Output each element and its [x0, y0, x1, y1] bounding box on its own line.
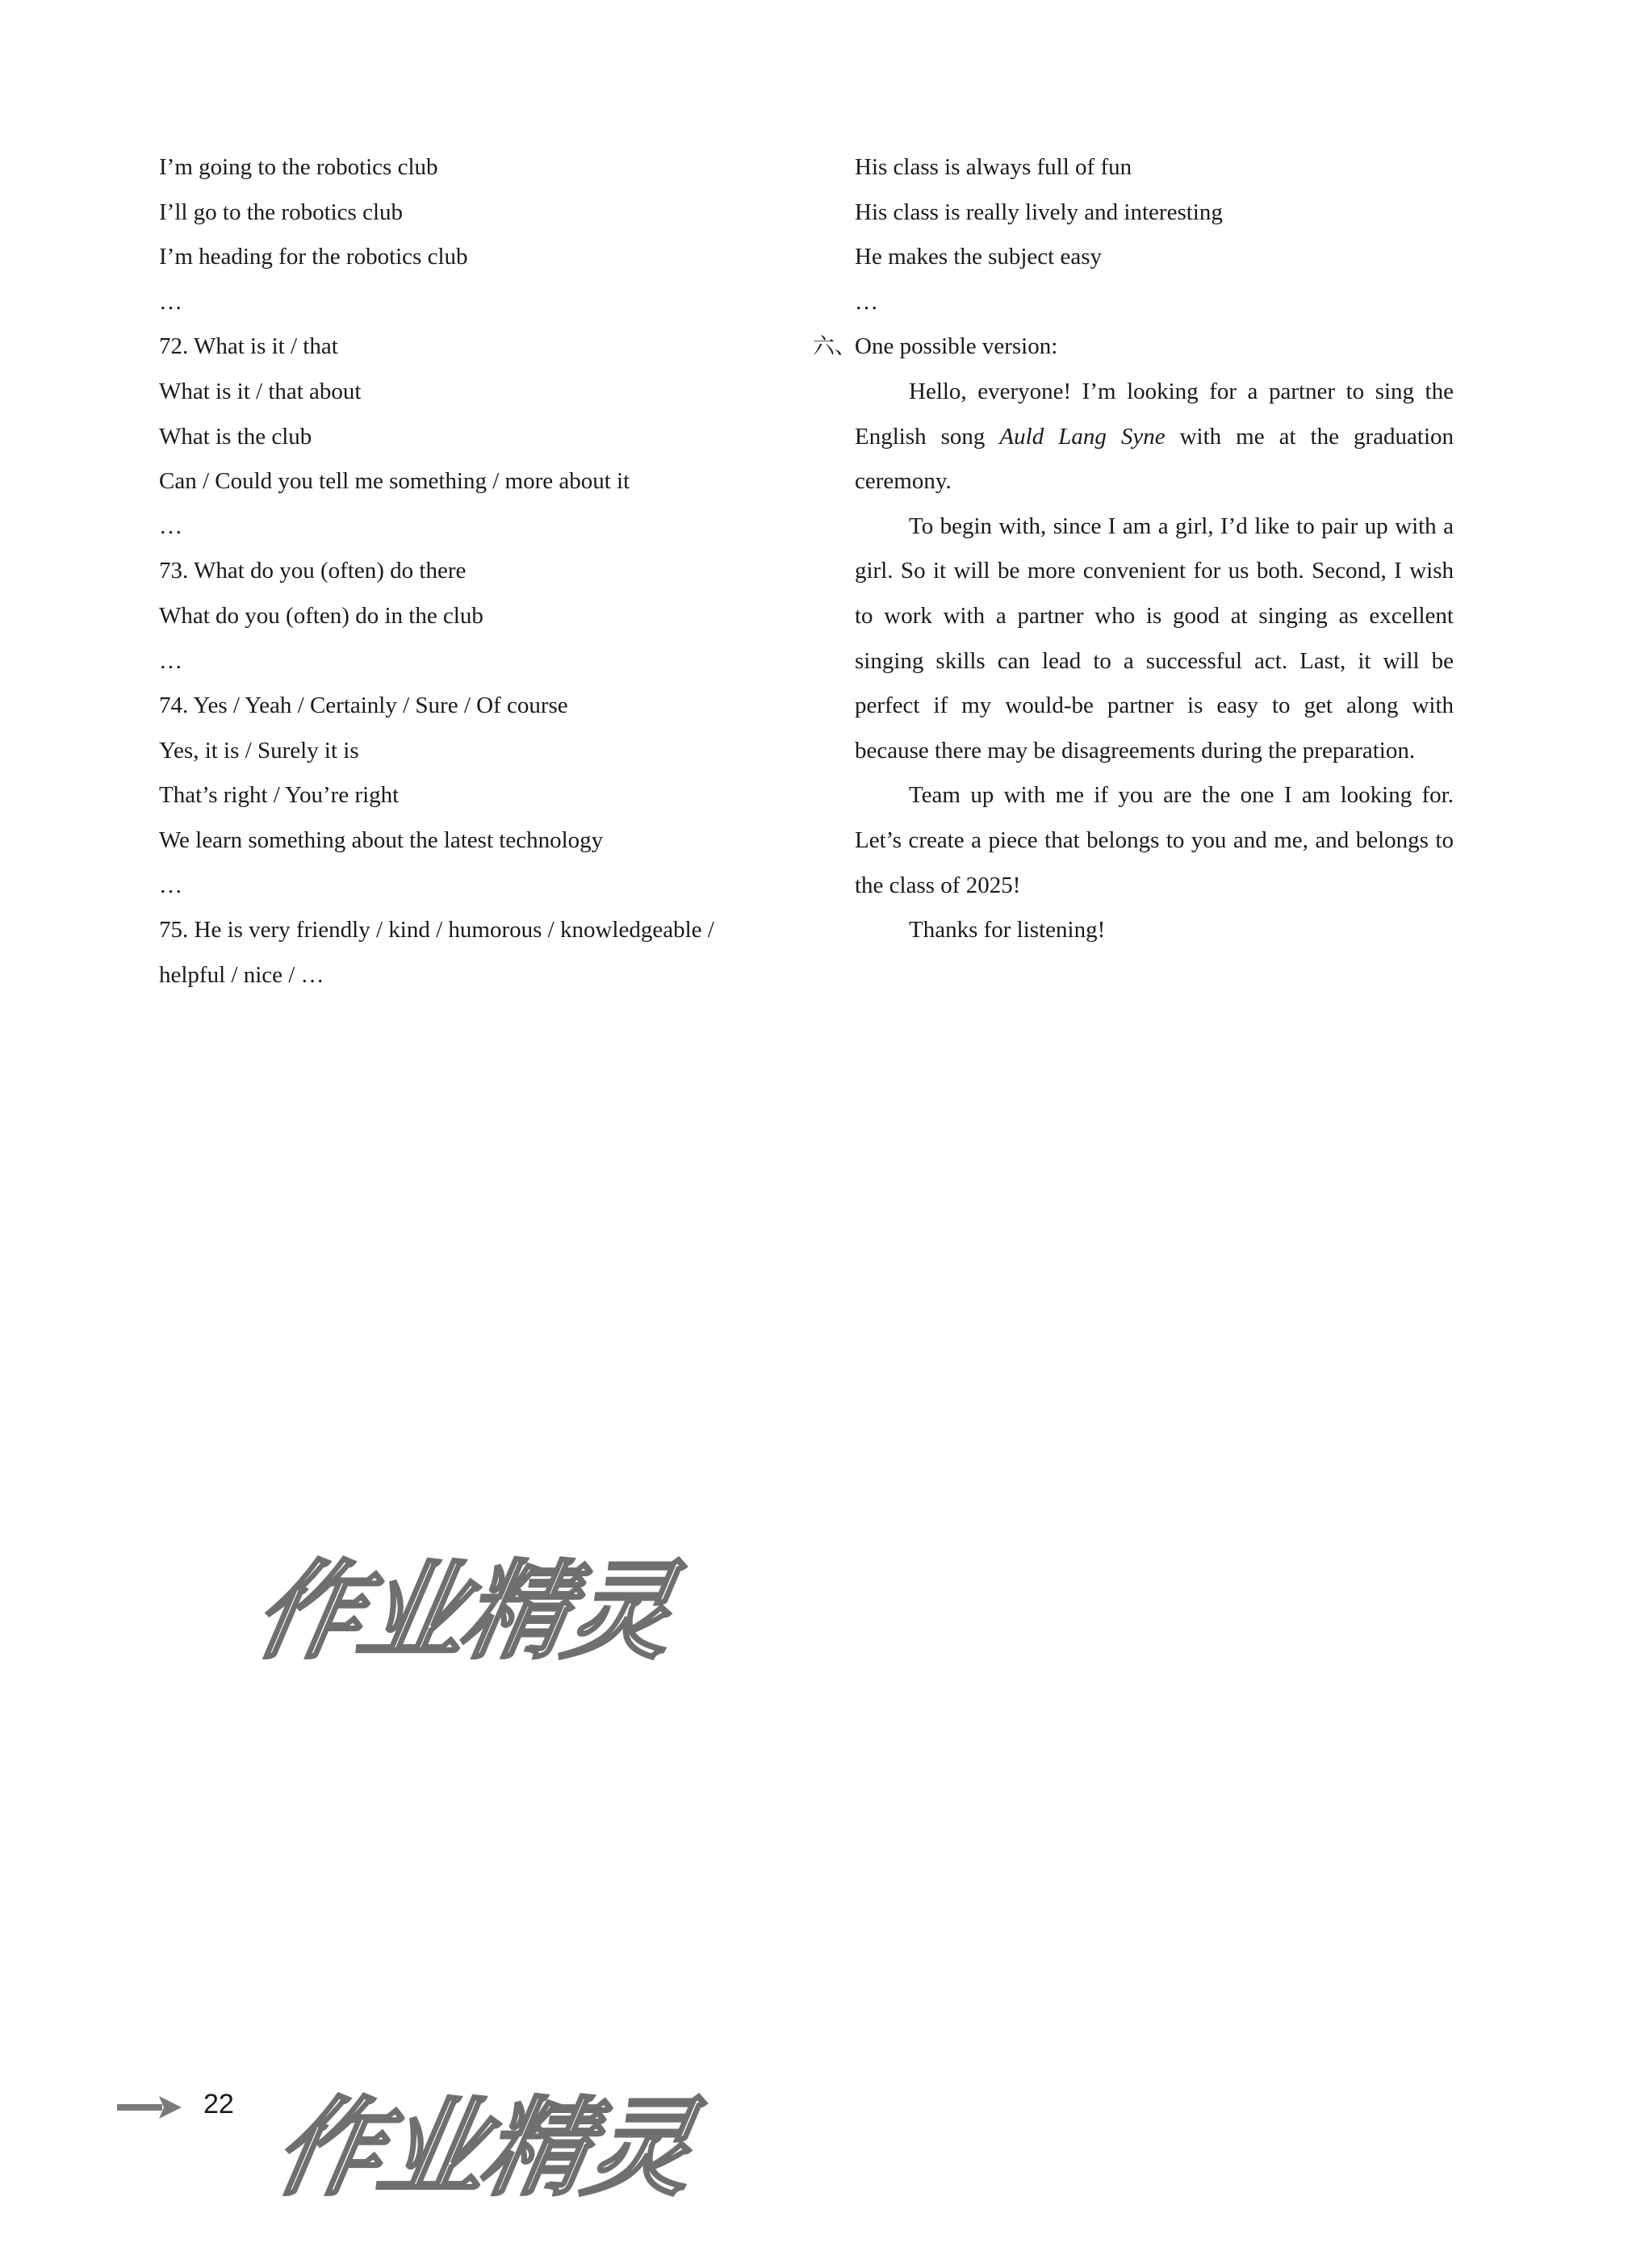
answer-line-75: 75. He is very friendly / kind / humorous / knowledgeable /	[159, 917, 714, 944]
right-column	[813, 145, 1454, 953]
answer-line: Yes, it is / Surely it is	[159, 737, 359, 764]
answer-line: He makes the subject easy	[855, 244, 1103, 270]
essay-text: Hello, everyone! I’m looking for a partner to sing the English song	[855, 378, 1454, 450]
answer-line-73: 73. What do you (often) do there	[159, 558, 467, 584]
answer-line: We learn something about the latest technology	[159, 826, 604, 853]
arrow-right-icon	[117, 2095, 182, 2119]
answer-line-74: 74. Yes / Yeah / Certainly / Sure / Of course	[159, 693, 568, 719]
essay-text: with me at the graduation ceremony.	[855, 423, 1454, 495]
left-column	[159, 145, 772, 998]
essay-paragraph-1	[855, 370, 1454, 504]
essay-paragraph-4: Thanks for listening!	[909, 917, 1106, 944]
answer-line: Can / Could you tell me something / more about it	[159, 468, 630, 495]
answer-line: His class is always full of fun	[855, 154, 1132, 180]
watermark-logo: 作业精灵	[266, 2086, 701, 2211]
answer-line: helpful / nice / …	[159, 961, 324, 988]
answer-line: I’ll go to the robotics club	[159, 199, 404, 225]
watermark-logo: 作业精灵	[245, 1550, 681, 1674]
answer-line: I’m heading for the robotics club	[159, 244, 468, 270]
answer-line: I’m going to the robotics club	[159, 154, 438, 180]
answer-line: That’s right / You’re right	[159, 782, 400, 809]
answer-line: What is the club	[159, 423, 312, 450]
answer-line: …	[159, 647, 182, 674]
essay-paragraph-2: To begin with, since I am a girl, I’d like to pair up with a girl. So it will be more convenient for us both. Second, I wish to work with a partner who is good at singing as excellent singing skills can lead to a successful act. Last, it will be perfect if my would-be partner is easy to get along with because there may be disagreements during the preparation.	[855, 513, 1454, 764]
answer-line: …	[159, 872, 182, 898]
answer-line: His class is really lively and interesting	[855, 199, 1223, 225]
section-six-heading	[813, 324, 1454, 370]
answer-line-72: 72. What is it / that	[159, 333, 338, 360]
answer-line: What do you (often) do in the club	[159, 602, 483, 629]
page-number: 22	[203, 2089, 234, 2119]
answer-line: …	[159, 288, 182, 315]
section-number: 六、	[813, 334, 856, 360]
essay-paragraph-3: Team up with me if you are the one I am looking for. Let’s create a piece that belongs to you and me, and belongs to the class of 2025!	[855, 782, 1454, 898]
answer-line: …	[159, 513, 182, 539]
answer-line: What is it / that about	[159, 378, 362, 404]
answer-line: …	[855, 288, 878, 315]
song-title: Auld Lang Syne	[999, 423, 1166, 450]
section-title: One possible version:	[855, 333, 1058, 360]
